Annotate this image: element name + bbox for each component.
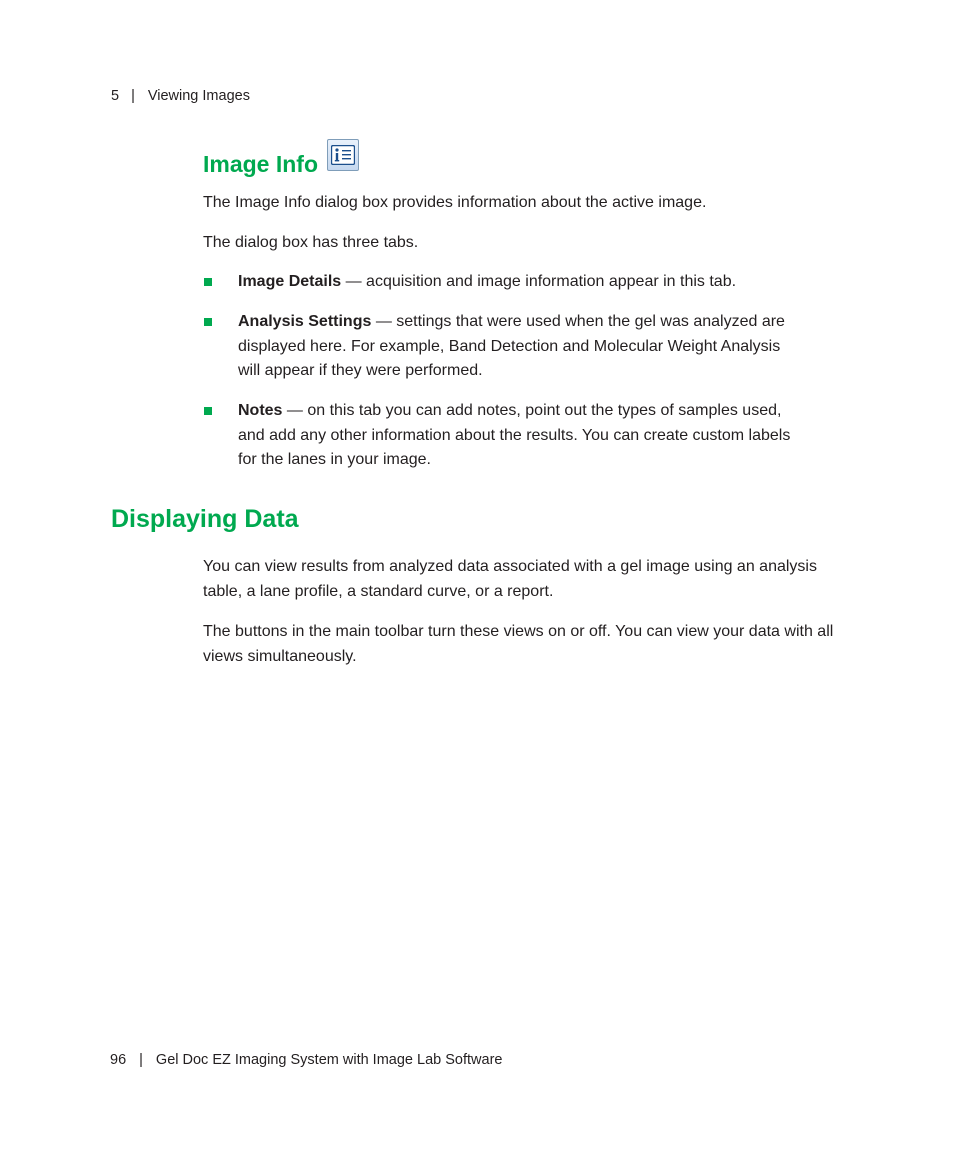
tabs-intro: The dialog box has three tabs.: [203, 234, 419, 251]
bullet-text: acquisition and image information appear in this tab.: [366, 273, 737, 290]
image-info-icon: [327, 139, 359, 171]
running-header: [111, 87, 250, 105]
running-footer: [110, 1051, 502, 1069]
bullet-square-icon: [204, 278, 212, 286]
bullet-term: Notes: [238, 402, 283, 419]
page-number: 96: [110, 1052, 127, 1068]
bullet-dash: —: [282, 402, 308, 419]
bullet-text: on this tab you can add notes, point out the types of samples used, and add any other information about the results. You can create custom labels for the lanes in your image.: [238, 402, 791, 468]
image-info-heading-row: [203, 138, 359, 178]
header-separator: |: [131, 88, 135, 104]
bullet-image-details: [204, 270, 804, 295]
bullet-term: Analysis Settings: [238, 313, 372, 330]
bullet-text: settings that were used when the gel was analyzed are displayed here. For example, Band Detection and Molecular Weight Analysis will appear if they were performed.: [238, 313, 785, 379]
image-info-heading: Image Info: [203, 151, 319, 177]
footer-separator: |: [139, 1052, 143, 1068]
bullet-notes: [204, 399, 804, 473]
displaying-data-paragraph: You can view results from analyzed data associated with a gel image using an analysis table, a lane profile, a standard curve, or a report.: [203, 558, 817, 600]
book-title: Gel Doc EZ Imaging System with Image Lab Software: [155, 1052, 503, 1068]
bullet-square-icon: [204, 407, 212, 415]
image-info-intro: The Image Info dialog box provides information about the active image.: [203, 194, 707, 211]
bullet-dash: —: [341, 273, 367, 290]
bullet-analysis-settings: [204, 310, 804, 384]
displaying-data-heading: Displaying Data: [111, 505, 299, 533]
displaying-data-paragraph: The buttons in the main toolbar turn these views on or off. You can view your data with all views simultaneously.: [203, 623, 834, 665]
bullet-square-icon: [204, 318, 212, 326]
bullet-term: Image Details: [238, 273, 342, 290]
chapter-title: Viewing Images: [147, 88, 250, 104]
chapter-number: 5: [111, 88, 120, 104]
bullet-dash: —: [371, 313, 397, 330]
